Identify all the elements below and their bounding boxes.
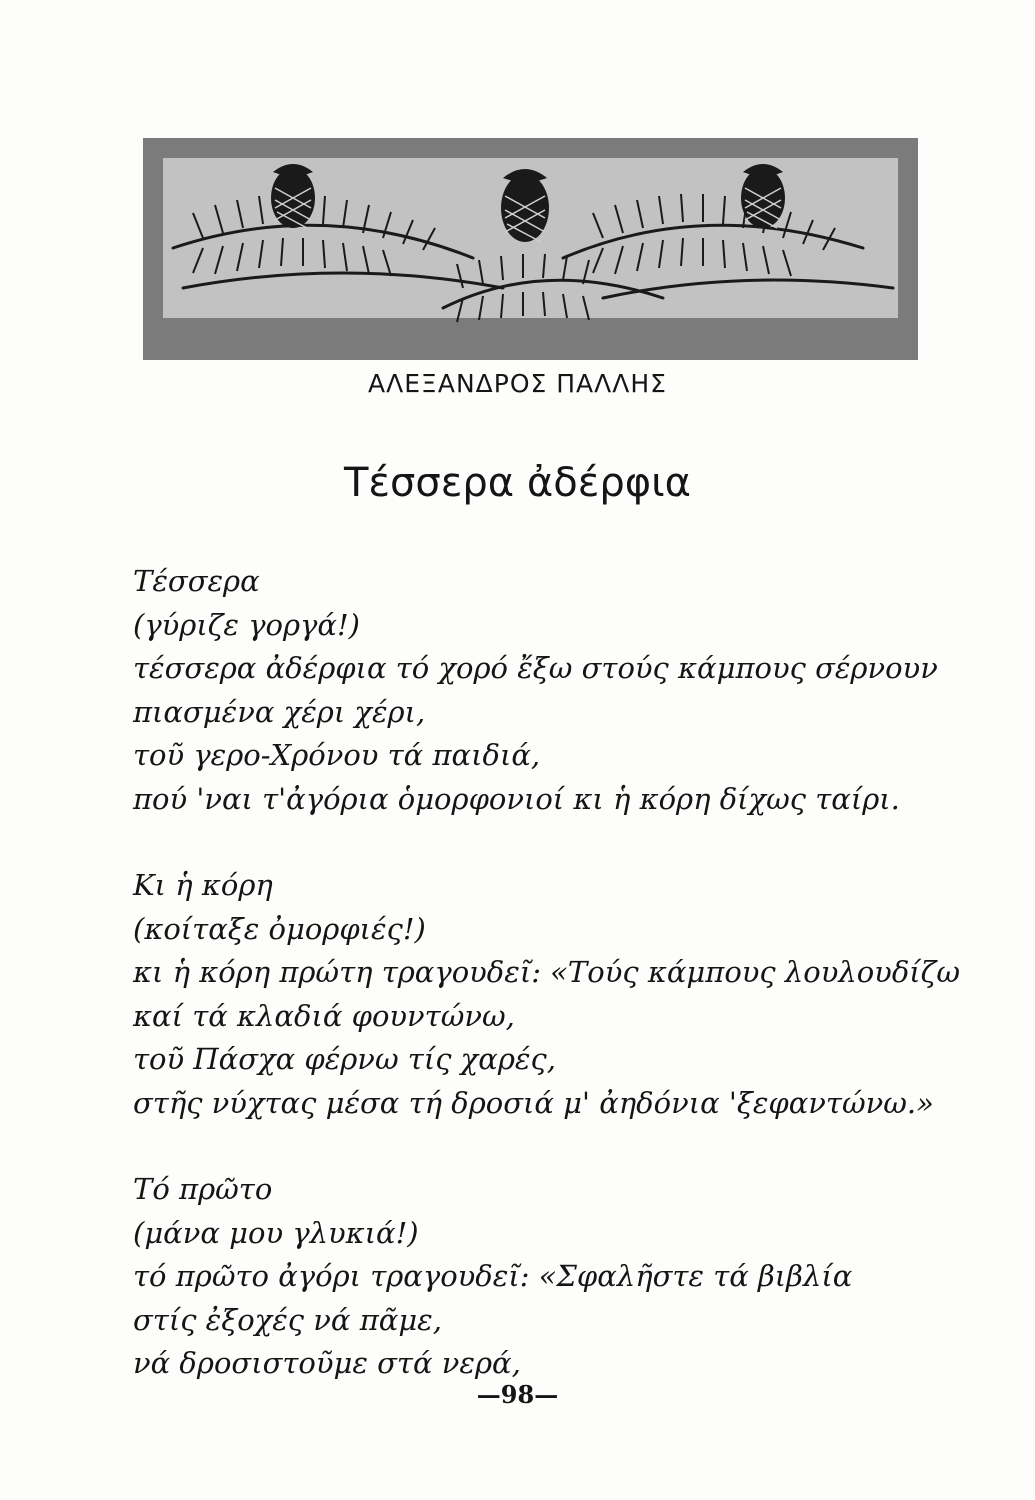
poem-line: νά δροσιστοῦμε στά νερά, [133, 1346, 521, 1380]
poem-line: Τό πρῶτο [133, 1172, 273, 1206]
poem-title: Τέσσερα ἀδέρφια [344, 460, 691, 506]
poem-line: (κοίταξε ὀμορφιές!) [133, 911, 426, 946]
poem-line: τέσσερα ἀδέρφια τό χορό ἔξω στούς κάμπους σέρνουν [133, 651, 938, 685]
pine-cone-branch-ornament-icon [143, 138, 918, 360]
poem-line: πιασμένα χέρι χέρι, [133, 694, 426, 729]
poem-line: καί τά κλαδιά φουντώνω, [133, 998, 515, 1033]
stanza [133, 864, 1013, 1125]
poem-line: κι ἡ κόρη πρώτη τραγουδεῖ: «Τούς κάμπους λουλουδίζω [133, 955, 961, 989]
poem-line: (γύριζε γοργά!) [133, 607, 360, 642]
poem-line: Κι ἡ κόρη [133, 868, 273, 902]
poem-line: (μάνα μου γλυκιά!) [133, 1215, 419, 1250]
stanza [133, 560, 1013, 821]
author-name: ΑΛΕΞΑΝΔΡΟΣ ΠΑΛΛΗΣ [368, 369, 667, 398]
poem-line: στῆς νύχτας μέσα τή δροσιά μ' ἀηδόνια 'ξεφαντώνω.» [133, 1085, 934, 1120]
poem-body [133, 560, 1013, 1429]
poem-line: πού 'ναι τ'ἀγόρια ὁμορφονιοί κι ἡ κόρη δίχως ταίρι. [133, 781, 900, 816]
poem-line: στίς ἐξοχές νά πᾶμε, [133, 1302, 442, 1337]
poem-line: τοῦ Πάσχα φέρνω τίς χαρές, [133, 1042, 556, 1076]
poem-line: τό πρῶτο ἀγόρι τραγουδεῖ: «Σφαλῆστε τά βιβλία [133, 1259, 853, 1293]
poem-line: τοῦ γερο-Χρόνου τά παιδιά, [133, 738, 541, 772]
poem-line: Τέσσερα [133, 564, 260, 598]
page-number: —98— [476, 1380, 559, 1409]
stanza [133, 1168, 1013, 1386]
